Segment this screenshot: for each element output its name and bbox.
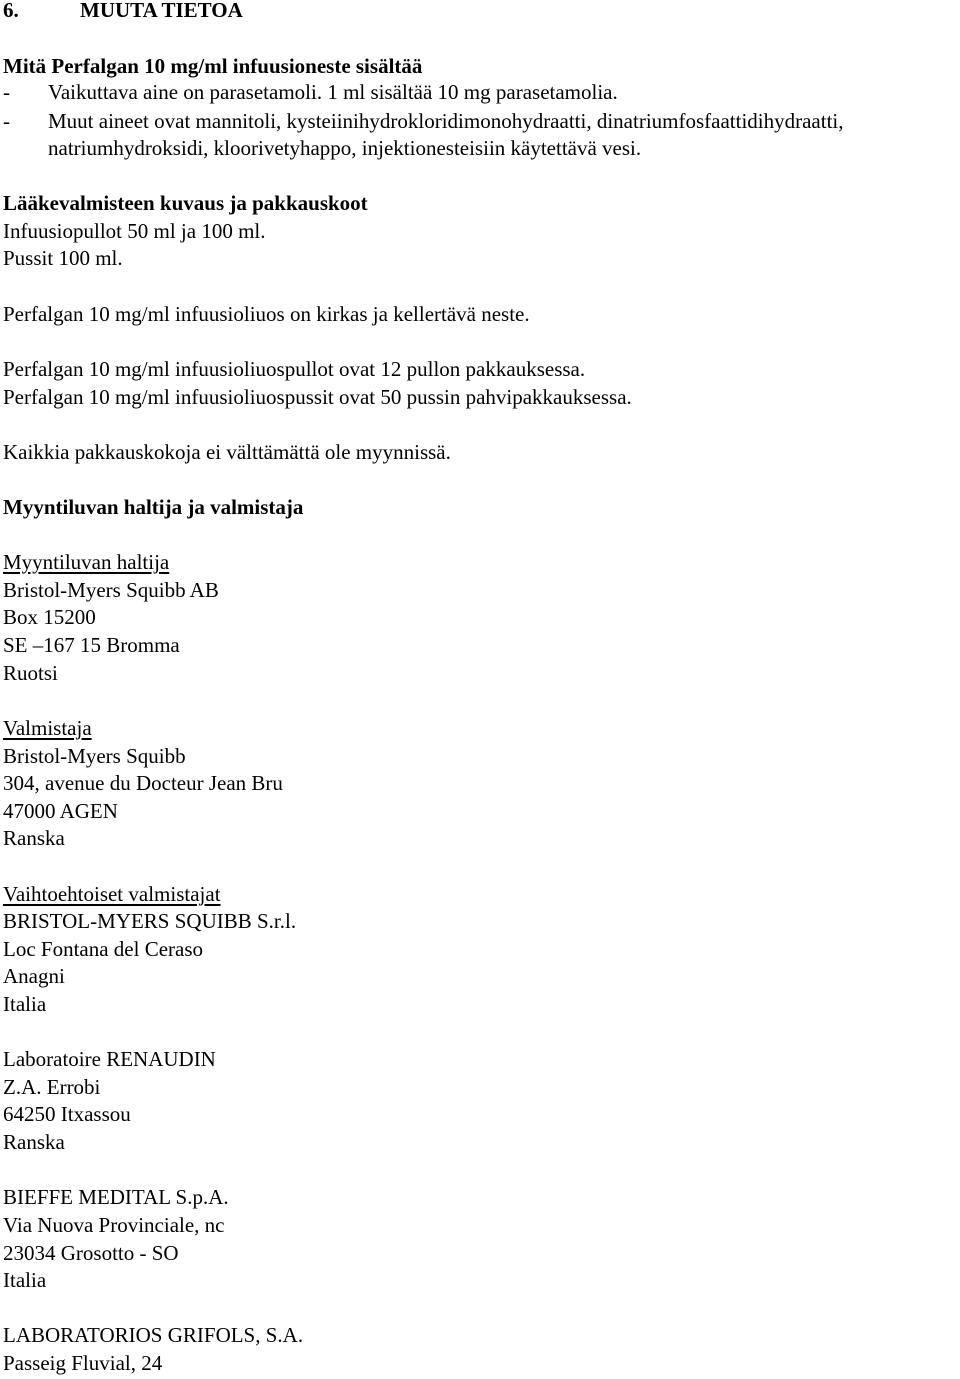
address-line: Passeig Fluvial, 24: [3, 1351, 163, 1375]
address-line: BRISTOL-MYERS SQUIBB S.r.l.: [3, 909, 297, 933]
contents-heading: Mitä Perfalgan 10 mg/ml infuusioneste sisältää: [3, 54, 423, 78]
bullet-dash: -: [3, 80, 10, 104]
address-line: Ranska: [3, 1130, 65, 1154]
address-line: Italia: [3, 1268, 47, 1292]
pack-line: Perfalgan 10 mg/ml infuusioliuospussit ovat 50 pussin pahvipakkauksessa.: [3, 385, 632, 409]
address-line: Loc Fontana del Ceraso: [3, 937, 204, 961]
address-line: 304, avenue du Docteur Jean Bru: [3, 771, 283, 795]
address-line: 64250 Itxassou: [3, 1102, 131, 1126]
address-line: Bristol-Myers Squibb AB: [3, 578, 219, 602]
availability-text: Kaikkia pakkauskokoja ei välttämättä ole myynnissä.: [3, 440, 451, 464]
manufacturer-heading: Valmistaja: [3, 716, 92, 740]
address-line: Laboratoire RENAUDIN: [3, 1047, 216, 1071]
description-heading: Lääkevalmisteen kuvaus ja pakkauskoot: [3, 191, 368, 215]
appearance-text: Perfalgan 10 mg/ml infuusioliuos on kirkas ja kellertävä neste.: [3, 302, 530, 326]
address-line: SE –167 15 Bromma: [3, 633, 180, 657]
address-line: LABORATORIOS GRIFOLS, S.A.: [3, 1323, 304, 1347]
section-number: 6.: [3, 0, 19, 22]
address-line: 47000 AGEN: [3, 799, 118, 823]
bullet-text-continued: natriumhydroksidi, kloorivetyhappo, injektionesteisiin käytettävä vesi.: [48, 136, 642, 160]
holder-heading: Myyntiluvan haltija: [3, 550, 170, 574]
pack-line: Perfalgan 10 mg/ml infuusioliuospullot ovat 12 pullon pakkauksessa.: [3, 357, 586, 381]
bullet-dash: -: [3, 109, 10, 133]
address-line: Via Nuova Provinciale, nc: [3, 1213, 225, 1237]
description-line: Infuusiopullot 50 ml ja 100 ml.: [3, 219, 266, 243]
mah-heading: Myyntiluvan haltija ja valmistaja: [3, 495, 304, 519]
address-line: 23034 Grosotto - SO: [3, 1241, 179, 1265]
address-line: BIEFFE MEDITAL S.p.A.: [3, 1185, 229, 1209]
address-line: Z.A. Errobi: [3, 1075, 101, 1099]
bullet-text: Muut aineet ovat mannitoli, kysteiinihydrokloridimonohydraatti, dinatriumfosfaattidihydraatti,: [48, 109, 844, 133]
address-line: Ranska: [3, 826, 65, 850]
alternative-manufacturers-heading: Vaihtoehtoiset valmistajat: [3, 882, 221, 906]
section-title: MUUTA TIETOA: [80, 0, 243, 22]
bullet-text: Vaikuttava aine on parasetamoli. 1 ml sisältää 10 mg parasetamolia.: [48, 80, 618, 104]
address-line: Italia: [3, 992, 47, 1016]
description-line: Pussit 100 ml.: [3, 246, 123, 270]
section-heading: [3, 0, 243, 25]
address-line: Box 15200: [3, 605, 96, 629]
address-line: Anagni: [3, 964, 65, 988]
address-line: Bristol-Myers Squibb: [3, 744, 186, 768]
address-line: Ruotsi: [3, 661, 58, 685]
